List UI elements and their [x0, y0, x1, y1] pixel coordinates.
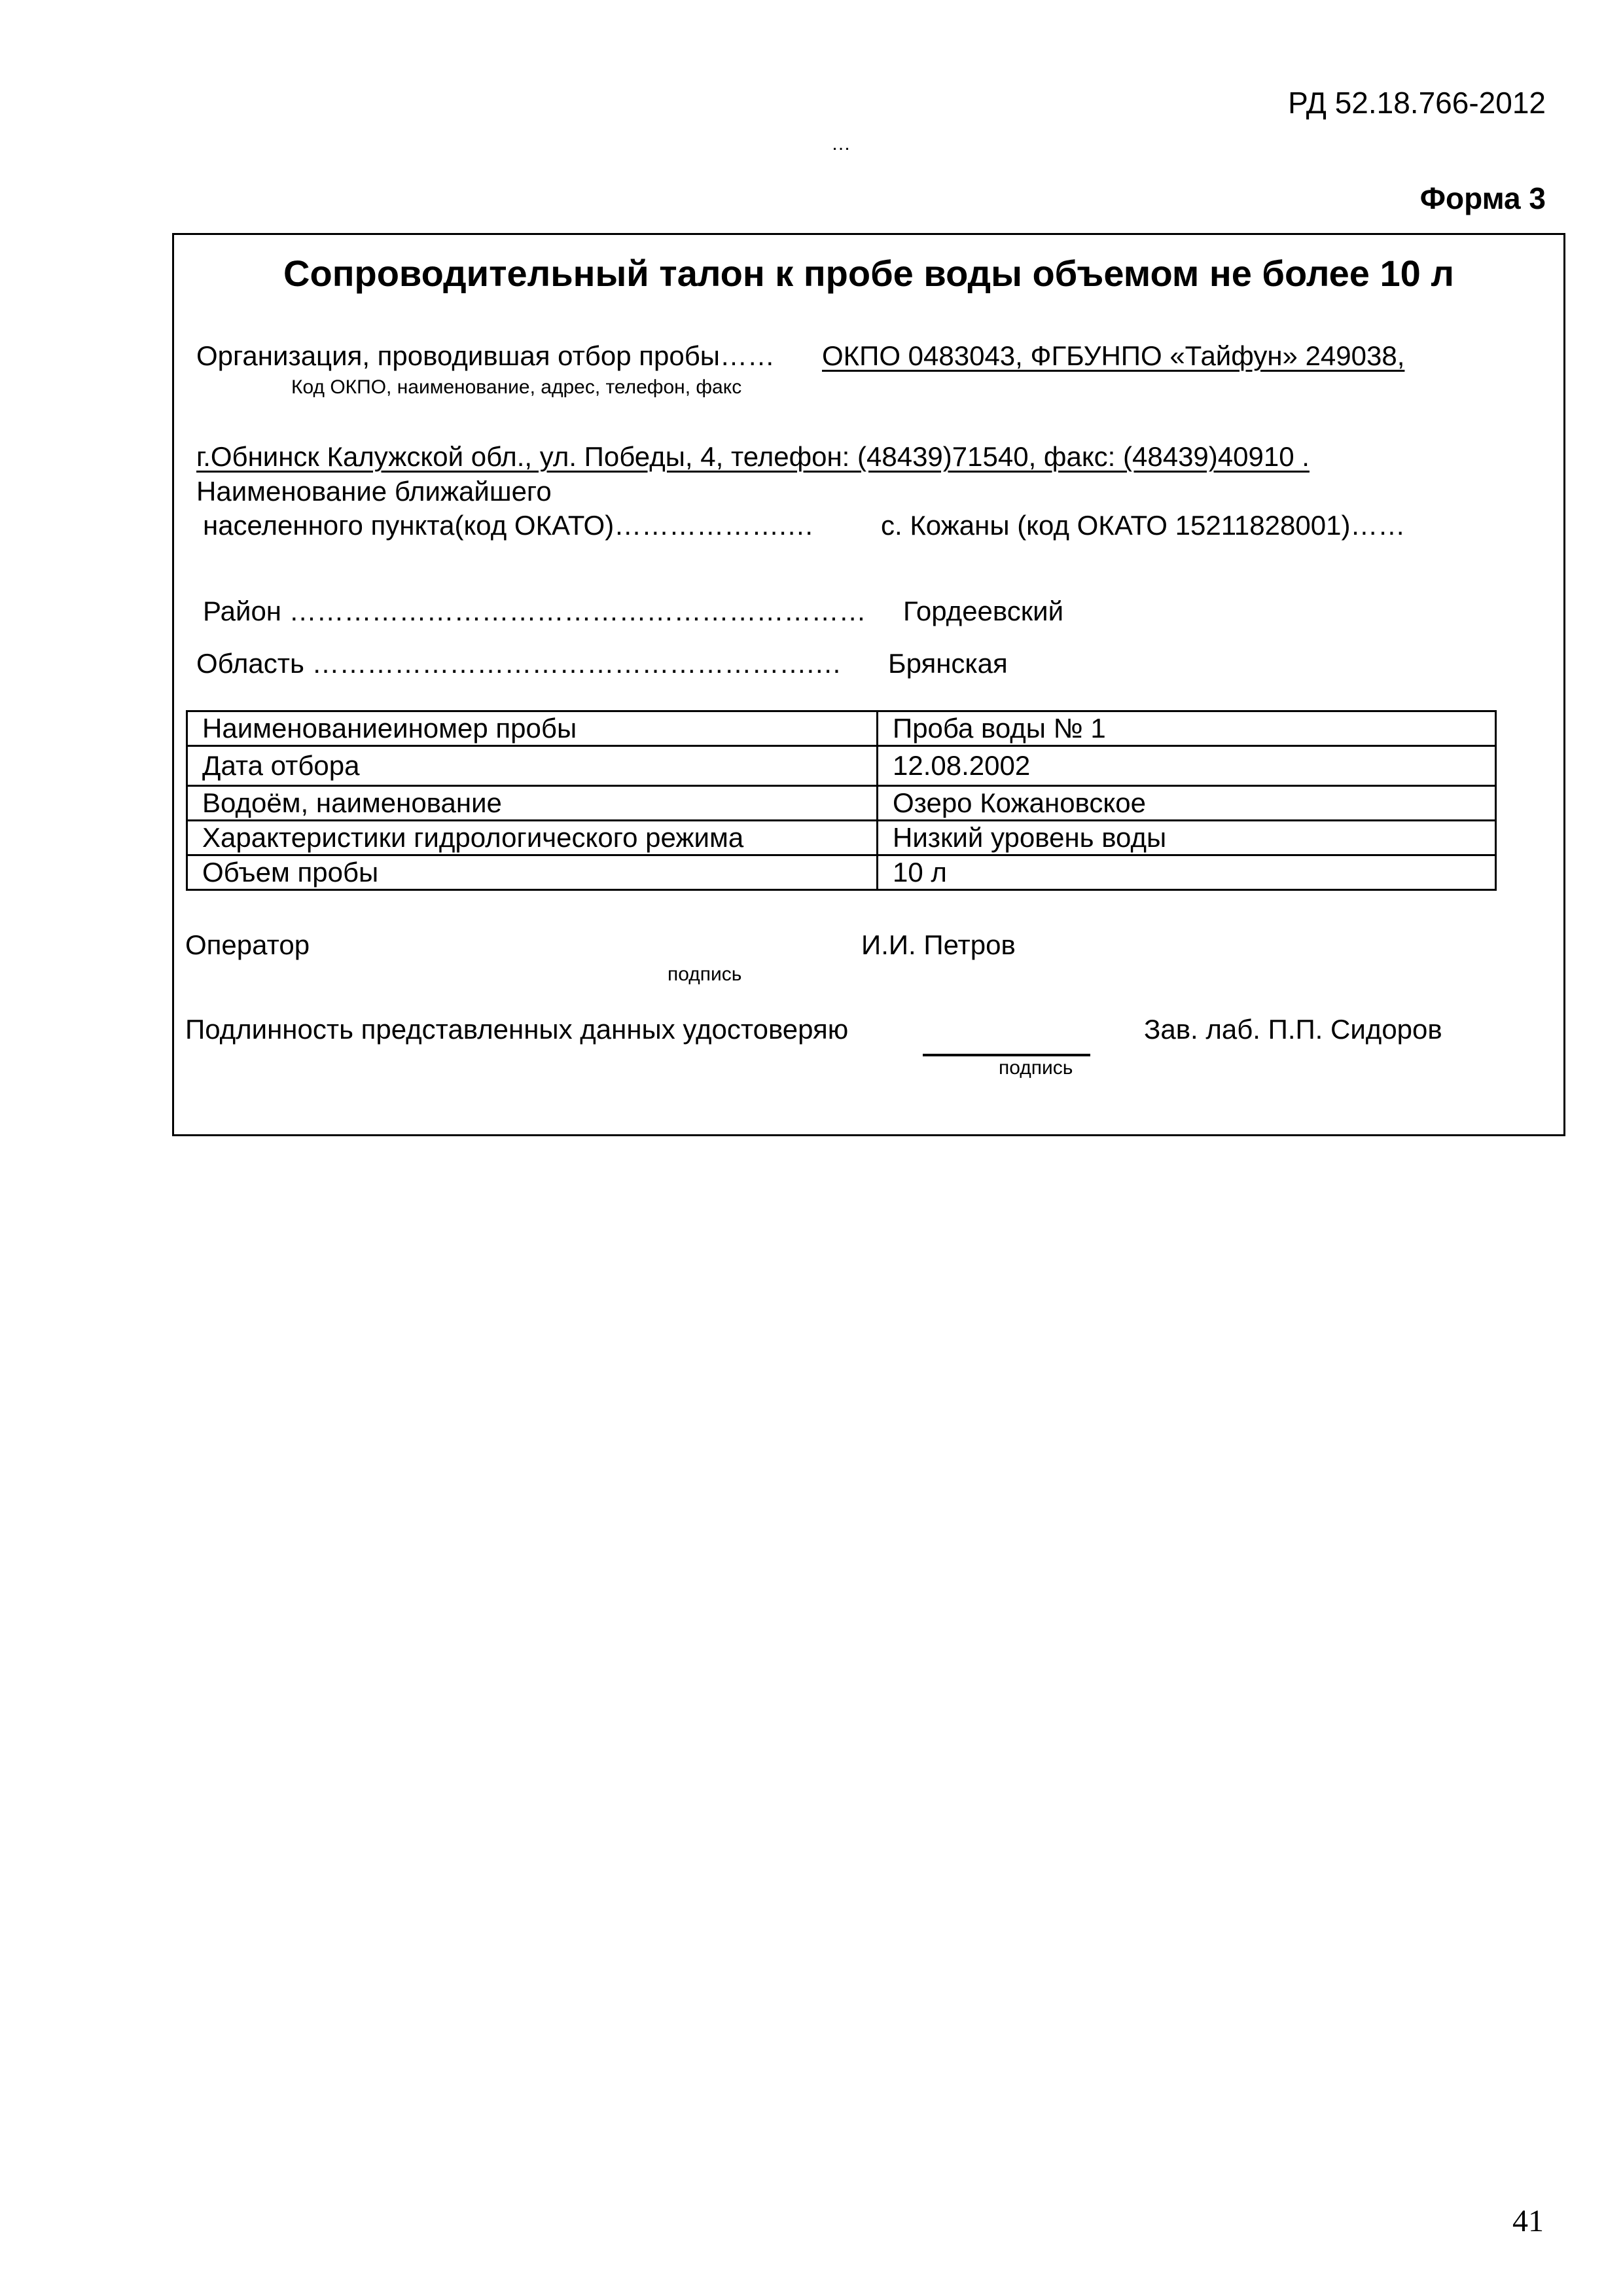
table-cell-label: Объем пробы: [187, 855, 878, 890]
region-value: Брянская: [888, 648, 1008, 679]
org-value: ОКПО 0483043, ФГБУНПО «Тайфун» 249038,: [822, 340, 1405, 371]
table-cell-label: Наименованиеиномер пробы: [187, 711, 878, 746]
signature-line: [923, 1054, 1090, 1056]
table-row: [187, 786, 1496, 821]
certify-name: Зав. лаб. П.П. Сидоров: [1144, 1014, 1442, 1045]
table-cell-label: Дата отбора: [187, 746, 878, 786]
page-number: 41: [1512, 2204, 1544, 2238]
table-cell-label: Водоём, наименование: [187, 786, 878, 821]
region-label: Область ……………………………………………….…: [196, 648, 842, 679]
document-code: РД 52.18.766-2012: [1288, 86, 1546, 120]
org-address: г.Обнинск Калужской обл., ул. Победы, 4, телефон: (48439)71540, факс: (48439)40910 .: [196, 441, 1310, 472]
org-label: Организация, проводившая отбор пробы……: [196, 340, 775, 371]
locality-label-line2: населенного пункта(код ОКАТО)……………….…: [203, 510, 814, 541]
operator-name: И.И. Петров: [861, 929, 1016, 960]
table-cell-value: Озеро Кожановское: [878, 786, 1496, 821]
table-row: [187, 711, 1496, 746]
form-title: Сопроводительный талон к пробе воды объемом не более 10 л: [283, 253, 1454, 294]
table-cell-label: Характеристики гидрологического режима: [187, 821, 878, 855]
certify-label: Подлинность представленных данных удостоверяю: [185, 1014, 849, 1045]
certify-signature-hint: подпись: [999, 1057, 1073, 1079]
form-label: Форма 3: [1419, 181, 1546, 215]
district-label: Район ………………………………………………………: [203, 596, 866, 626]
locality-label-line1: Наименование ближайшего: [196, 476, 552, 507]
table-row: [187, 821, 1496, 855]
table-cell-value: Проба воды № 1: [878, 711, 1496, 746]
ellipsis-mark: …: [831, 133, 851, 154]
operator-label: Оператор: [185, 929, 310, 960]
operator-signature-hint: подпись: [668, 963, 742, 985]
org-hint: Код ОКПО, наименование, адрес, телефон, факс: [291, 376, 742, 398]
table-row: [187, 855, 1496, 890]
locality-value: с. Кожаны (код ОКАТО 15211828001)……: [881, 510, 1406, 541]
district-value: Гордеевский: [903, 596, 1064, 626]
table-cell-value: 10 л: [878, 855, 1496, 890]
table-row: [187, 746, 1496, 786]
sample-table: [186, 710, 1497, 891]
table-cell-value: Низкий уровень воды: [878, 821, 1496, 855]
table-cell-value: 12.08.2002: [878, 746, 1496, 786]
